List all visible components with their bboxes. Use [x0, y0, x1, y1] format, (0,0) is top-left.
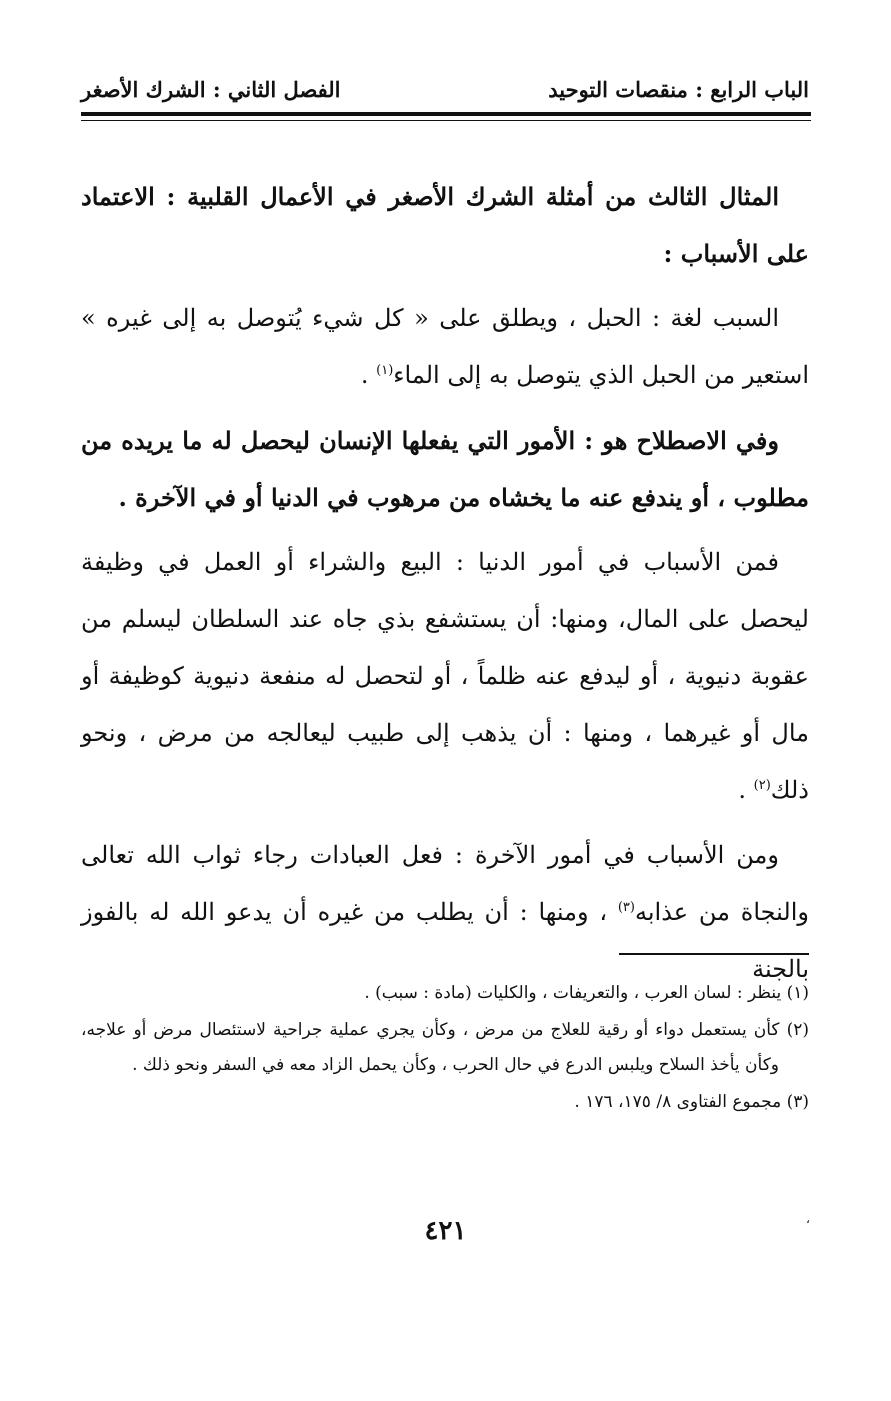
footnote-ref-1: (١)	[376, 363, 394, 378]
paragraph-linguistic-definition	[81, 290, 809, 404]
footnote-1: (١) ينظر : لسان العرب ، والتعريفات ، والكليات (مادة : سبب) .	[364, 983, 809, 1003]
main-text	[81, 168, 809, 1006]
footnote-separator	[619, 953, 809, 955]
paragraph-technical-definition: وفي الاصطلاح هو : الأمور التي يفعلها الإنسان ليحصل له ما يريده من مطلوب ، أو يندفع عنه ما يخشاه من مرهوب في الدنيا أو في الآخرة .	[81, 426, 809, 512]
paragraph-text: السبب لغة : الحبل ، ويطلق على « كل شيء يُتوصل به إلى غيره » استعير من الحبل الذي يتوصل به إلى الماء	[81, 304, 809, 389]
running-header	[81, 72, 809, 106]
paragraph-end: .	[738, 776, 754, 804]
stray-mark: ،	[806, 1212, 810, 1226]
header-rule-thick	[81, 112, 811, 116]
footnotes	[81, 976, 809, 1122]
section-heading: المثال الثالث من أمثلة الشرك الأصغر في الأعمال القلبية : الاعتماد على الأسباب :	[81, 182, 809, 268]
footnote-ref-2: (٢)	[753, 778, 771, 793]
header-chapter-title: الباب الرابع : منقصات التوحيد	[548, 76, 809, 102]
header-rule-thin	[81, 120, 811, 121]
paragraph-text: ومن الأسباب في أمور الآخرة : فعل العبادات رجاء ثواب الله تعالى والنجاة من عذابه	[81, 841, 809, 926]
paragraph-hereafter-causes	[81, 827, 809, 998]
footnote-3: (٣) مجموع الفتاوى ٨/ ١٧٥، ١٧٦ .	[574, 1092, 809, 1112]
paragraph-text: فمن الأسباب في أمور الدنيا : البيع والشراء أو العمل في وظيفة ليحصل على المال، ومنها: أن يستشفع بذي جاه عند السلطان ليسلم من عقوبة دنيوية ، أو ليدفع عنه ظلماً ، أو لتحصل له منفعة دنيوية كوظيفة أو مال أو غيرهما ، ومنها : أن يذهب إلى طبيب ليعالجه من مرض ، ونحو ذلك	[81, 548, 809, 804]
paragraph-text: ، ومنها : أن يطلب من غيره أن يدعو الله له بالفوز بالجنة	[81, 898, 809, 983]
header-section-title: الفصل الثاني : الشرك الأصغر	[81, 76, 341, 102]
footnote-2: (٢) كأن يستعمل دواء أو رقية للعلاج من مرض ، وكأن يجري عملية جراحية لاستئصال مرض أو علاجه، وكأن يأخذ السلاح ويلبس الدرع في حال الحرب ، وكأن يحمل الزاد معه في السفر ونحو ذلك .	[81, 1020, 809, 1075]
page-number: ٤٢١	[424, 1216, 467, 1246]
paragraph-end: .	[360, 361, 377, 389]
paragraph-worldly-causes	[81, 534, 809, 819]
footnote-ref-3: (٣)	[617, 900, 635, 915]
